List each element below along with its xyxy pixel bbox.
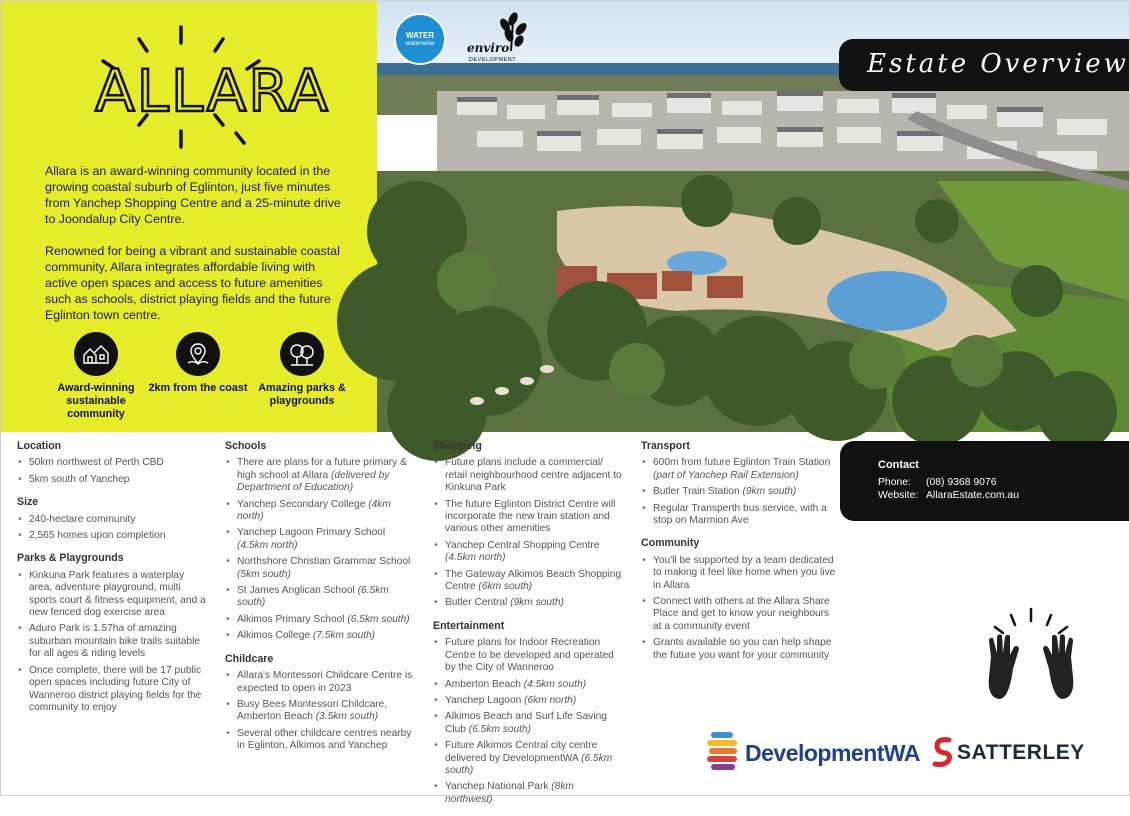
list-item-text: Yanchep Lagoon [445,694,525,706]
feature-parks [247,332,357,408]
transport-heading: Transport [641,440,690,452]
list-item-text: Yanchep Secondary College [237,498,369,510]
list-item [641,503,836,528]
list-item: • 50km northwest of Perth CBD [17,457,207,469]
list-item-text: There are plans for a future primary & high school at Allara [237,457,407,481]
feature-label: 2km from the coast [148,382,248,394]
entertainment-heading: Entertainment [433,619,505,632]
list-item-text: The Gateway Alkimos Beach Shopping Centre [445,568,622,593]
list-item [225,499,415,524]
list-item-note: (4.5km north) [237,539,298,551]
list-item-text: Alkimos Primary School [237,613,348,625]
childcare-heading: Childcare [225,652,274,665]
list-item-text: Butler Central [445,597,511,609]
list-item [433,569,623,594]
list-item: • Connect with others at the Allara Share Place and get to know your neighbours at a community event [641,596,836,633]
shopping-heading: Shopping [433,440,482,452]
list-item-text: Yanchep Central Shopping Centre [445,539,600,551]
list-item [225,614,415,626]
list-item-note: (6km north) [524,694,577,706]
list-item-text: Alkimos Beach and Surf Life Saving Club [445,711,607,735]
feature-icons [41,332,361,432]
feature-label: Amazing parks & playgrounds [258,382,346,407]
developmentwa-mark-icon [705,728,745,778]
schools-heading: Schools [225,440,267,452]
allara-logo [81,23,330,153]
size-list [17,514,207,543]
list-item-text: St James Anglican School [237,585,358,597]
intro-text [45,163,345,323]
column-schools-childcare [225,440,415,763]
satterley-mark-icon [931,736,955,770]
transport-list [641,457,836,527]
location-heading: Location [17,440,62,452]
list-item-note: (6.5km south) [468,723,532,735]
schools-list [225,457,415,642]
waterwise-badge [394,13,446,65]
list-item [225,699,415,724]
list-item: • 5km south of Yanchep [17,474,207,486]
list-item [433,457,623,494]
list-item-text: Amberton Beach [445,678,524,690]
website-label: Website: [878,490,919,501]
list-item: • Grants available so you can help shape the future you want for your community [641,637,836,662]
feature-label: Award-winning sustainable community [57,382,135,420]
list-item [225,457,415,494]
list-item: • Aduro Park is 1.57ha of amazing suburban mountain bike trails suitable for all ages & riding levels [17,623,207,660]
list-item-note: (4km north) [237,498,391,523]
list-item-text: Yanchep National Park [445,781,552,793]
list-item [641,457,836,482]
map-pin-icon [176,332,220,376]
list-item [433,597,623,609]
list-item [225,630,415,642]
list-item [225,527,415,552]
contact-heading: Contact [878,459,919,471]
location-list [17,457,207,486]
waterwise-badge-subtitle: waterwise [405,40,435,47]
list-item: • Kinkuna Park features a waterplay area, adventure playground, multi sports court & fitness equipment, and a new fenced dog exercise area [17,570,207,620]
list-item-note: (3.5km south) [315,711,378,723]
list-item-text: Several other childcare centres nearby in Eglinton, Alkimos and Yanchep [237,727,412,752]
developmentwa-logo [705,728,920,778]
list-item-note: (8km northwest) [445,781,574,805]
list-item [433,637,623,674]
intro-paragraph-2: Renowned for being a vibrant and sustainable coastal community, Allara integrates affordable living with active open spaces and access to future amenities such as schools, district playing fields and the future Eglinton town centre. [45,244,340,322]
list-item-text: Butler Train Station [653,486,743,498]
enviro-development-badge [463,11,533,67]
list-item-text: Allara's Montessori Childcare Centre is expected to open in 2023 [237,670,413,694]
parks-heading: Parks & Playgrounds [17,552,124,565]
entertainment-list [433,637,623,806]
waterwise-badge-title: WATER [405,31,435,40]
logo-text: ALLARA [95,57,330,125]
list-item [225,585,415,610]
list-item [433,781,623,806]
childcare-list [225,670,415,752]
list-item-text: Future Alkimos Central city centre delivered by DevelopmentWA [445,740,598,764]
satterley-logo-text: SATTERLEY [957,741,1085,764]
enviro-badge-title: enviro [467,41,510,55]
list-item-note: (4.5km south) [523,678,586,690]
list-item-note: (delivered by Department of Education) [237,469,390,494]
list-item-note: (7.5km south) [312,630,376,642]
list-item: • 240-hectare community [17,514,207,526]
list-item [433,740,623,777]
feature-sustainable [41,332,151,421]
website-link[interactable]: AllaraEstate.com.au [926,490,1019,501]
community-list [641,555,836,662]
list-item-text: 600m from future Eglinton Train Station [653,457,831,469]
list-item: • Once complete, there will be 17 public open spaces including future City of Wanneroo district playing fields for the community to enjoy [17,665,207,715]
houses-icon [74,332,118,376]
community-heading: Community [641,537,700,550]
contact-box [840,441,1129,521]
list-item-text: Northshore Christian Grammar School [237,556,411,568]
enviro-badge-subtitle: DEVELOPMENT [469,57,517,63]
contact-website-row [878,489,1129,502]
contact-phone-row [878,476,1129,489]
list-item-text: Future plans include a commercial/ retail neighbourhood centre adjacent to Kinkuna Park [445,457,622,494]
list-item: • You'll be supported by a team dedicated to making it feel like home when you live in Allara [641,555,836,592]
feature-coast [143,332,253,395]
list-item-note: (9km south) [510,597,564,609]
developmentwa-logo-text: DevelopmentWA [745,740,920,766]
list-item [433,711,623,736]
intro-panel [1,1,377,432]
list-item [225,556,415,581]
list-item [225,670,415,695]
list-item [225,728,415,753]
list-item-note: (6km south) [478,581,533,593]
phone-label: Phone: [878,477,911,488]
list-item-text: Alkimos College [237,630,313,642]
list-item-text: The future Eglinton District Centre will incorporate the new train station and various other amenities [445,498,616,535]
list-item-note: (6.5km south) [445,752,613,776]
list-item-text: Regular Transperth bus service, with a stop on Marmion Ave [653,502,827,527]
list-item [641,486,836,498]
list-item-note: (6.5km south) [237,585,389,609]
parks-list [17,570,207,714]
phone-number[interactable]: (08) 9368 9076 [926,477,997,488]
list-item [433,540,623,565]
list-item [433,695,623,707]
hands-icon [981,607,1081,707]
list-item-text: Yanchep Lagoon Primary School [237,527,386,539]
list-item-note: (4.5km north) [445,552,506,564]
intro-paragraph-1: Allara is an award-winning community located in the growing coastal suburb of Eglinton, just five minutes from Yanchep Shopping Centre and a 25-minute drive to Joondalup City Centre. [45,164,341,226]
list-item-note: (9km south) [742,486,797,498]
satterley-logo [931,736,1101,776]
list-item-note: (5km south) [237,568,291,580]
column-location-size-parks [17,440,207,724]
trees-icon [280,332,324,376]
banner-title: Estate Overview [867,49,1129,79]
list-item-text: Busy Bees Montessori Childcare, Amberton Beach [237,698,388,723]
shopping-list [433,457,623,609]
list-item-note: (part of Yanchep Rail Extension) [653,469,799,481]
column-shopping-entertainment [433,440,623,816]
list-item [433,499,623,536]
list-item-text: Future plans for Indoor Recreation Centre to be developed and operated by the City of Wanneroo [445,637,614,674]
size-heading: Size [17,496,39,509]
estate-overview-banner [839,39,1129,91]
list-item: • 2,565 homes upon completion [17,530,207,542]
column-transport-community [641,440,836,672]
list-item-note: (6.5km south) [347,613,410,625]
list-item [433,679,623,691]
